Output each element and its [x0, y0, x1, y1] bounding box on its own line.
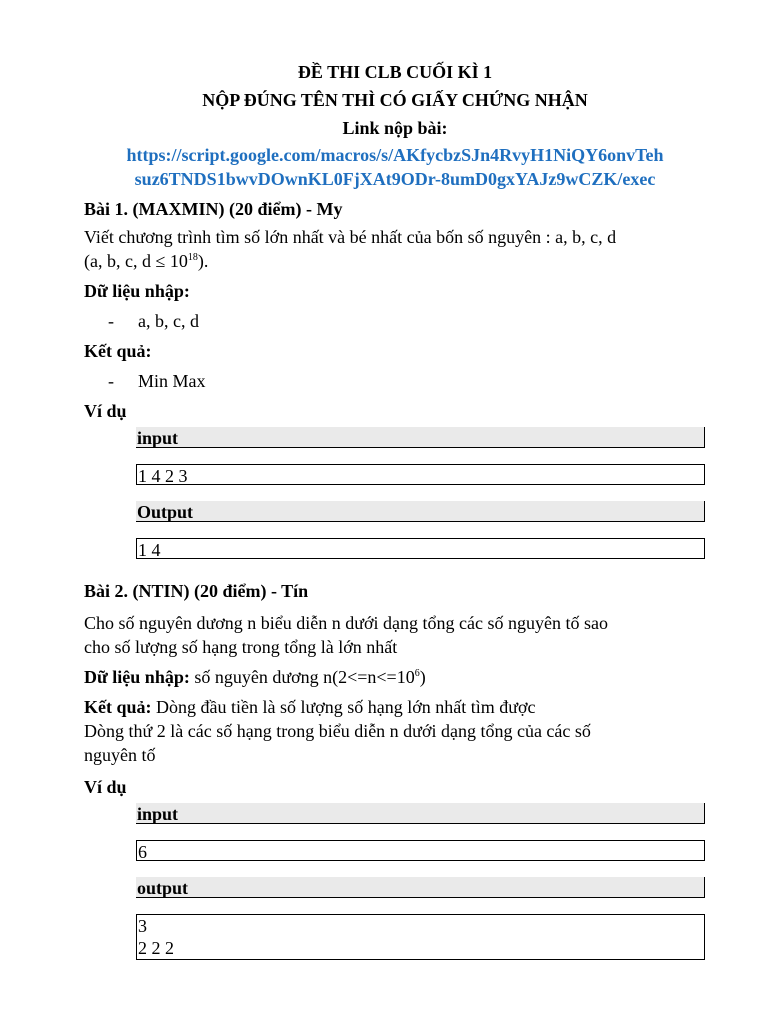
problem2-output-label: Kết quả:	[84, 697, 152, 717]
problem2-desc-line2: cho số lượng số hạng trong tổng là lớn nhất	[84, 637, 398, 657]
problem2-input	[84, 665, 706, 689]
problem2-input-header: input	[136, 803, 705, 824]
problem2-description	[84, 611, 706, 659]
submission-link-label: Link nộp bài:	[342, 118, 448, 138]
problem1-output-bullet: - Min Max	[108, 371, 206, 391]
problem1-output-value: 1 4	[136, 538, 705, 559]
problem2-exponent: 6	[414, 668, 420, 679]
problem1-output-label: Kết quả:	[84, 341, 152, 361]
problem2-output-header: output	[136, 877, 705, 898]
problem1-exponent: 18	[187, 252, 198, 263]
submission-link-line2[interactable]: suz6TNDS1bwvDOwnKL0FjXAt9ODr-8umD0gxYAJz9wCZK/exec	[134, 169, 656, 189]
problem2-heading: Bài 2. (NTIN) (20 điểm) - Tín	[84, 581, 309, 601]
problem1-output-bullet-text: Min Max	[138, 371, 206, 391]
problem1-output-header: Output	[136, 501, 705, 522]
document-subtitle: NỘP ĐÚNG TÊN THÌ CÓ GIẤY CHỨNG NHẬN	[202, 90, 588, 110]
problem1-desc-line1: Viết chương trình tìm số lớn nhất và bé nhất của bốn số nguyên : a, b, c, d	[84, 227, 617, 247]
problem1-input-bullet: - a, b, c, d	[108, 311, 199, 331]
problem2-output	[84, 695, 706, 767]
problem1-description	[84, 225, 706, 273]
problem2-input-label: Dữ liệu nhập:	[84, 667, 190, 687]
problem2-input-value: 6	[136, 840, 705, 861]
problem1-input-header: input	[136, 427, 705, 448]
problem2-output-line2: Dòng thứ 2 là các số hạng trong biểu diễn n dưới dạng tổng của các số	[84, 721, 591, 741]
document-page	[84, 58, 706, 960]
problem1-heading: Bài 1. (MAXMIN) (20 điểm) - My	[84, 199, 343, 219]
problem2-output-value-line1: 3	[138, 916, 147, 936]
problem2-input-text-end: )	[419, 667, 426, 687]
problem1-desc-line2: (a, b, c, d ≤ 10	[84, 251, 188, 271]
submission-link-line1[interactable]: https://script.google.com/macros/s/AKfycbzSJn4RvyH1NiQY6onvTeh	[126, 145, 664, 165]
problem1-input-label: Dữ liệu nhập:	[84, 281, 190, 301]
problem2-output-text: Dòng đầu tiền là số lượng số hạng lớn nhất tìm được	[151, 697, 536, 717]
problem2-output-line3: nguyên tố	[84, 745, 156, 765]
problem1-example-label: Ví dụ	[84, 401, 127, 421]
problem1-input-bullet-text: a, b, c, d	[138, 311, 199, 331]
problem2-example-label: Ví dụ	[84, 777, 127, 797]
document-title: ĐỀ THI CLB CUỐI KÌ 1	[297, 62, 493, 82]
problem2-desc-line1: Cho số nguyên dương n biểu diễn n dưới dạng tổng các số nguyên tố sao	[84, 613, 608, 633]
problem2-output-value	[136, 914, 705, 960]
problem2-output-value-line2: 2 2 2	[138, 938, 174, 958]
problem1-desc-line2-end: ).	[197, 251, 209, 271]
submission-link[interactable]	[84, 143, 706, 191]
problem2-input-text: số nguyên dương n(2<=n<=10	[189, 667, 415, 687]
problem1-input-value: 1 4 2 3	[136, 464, 705, 485]
